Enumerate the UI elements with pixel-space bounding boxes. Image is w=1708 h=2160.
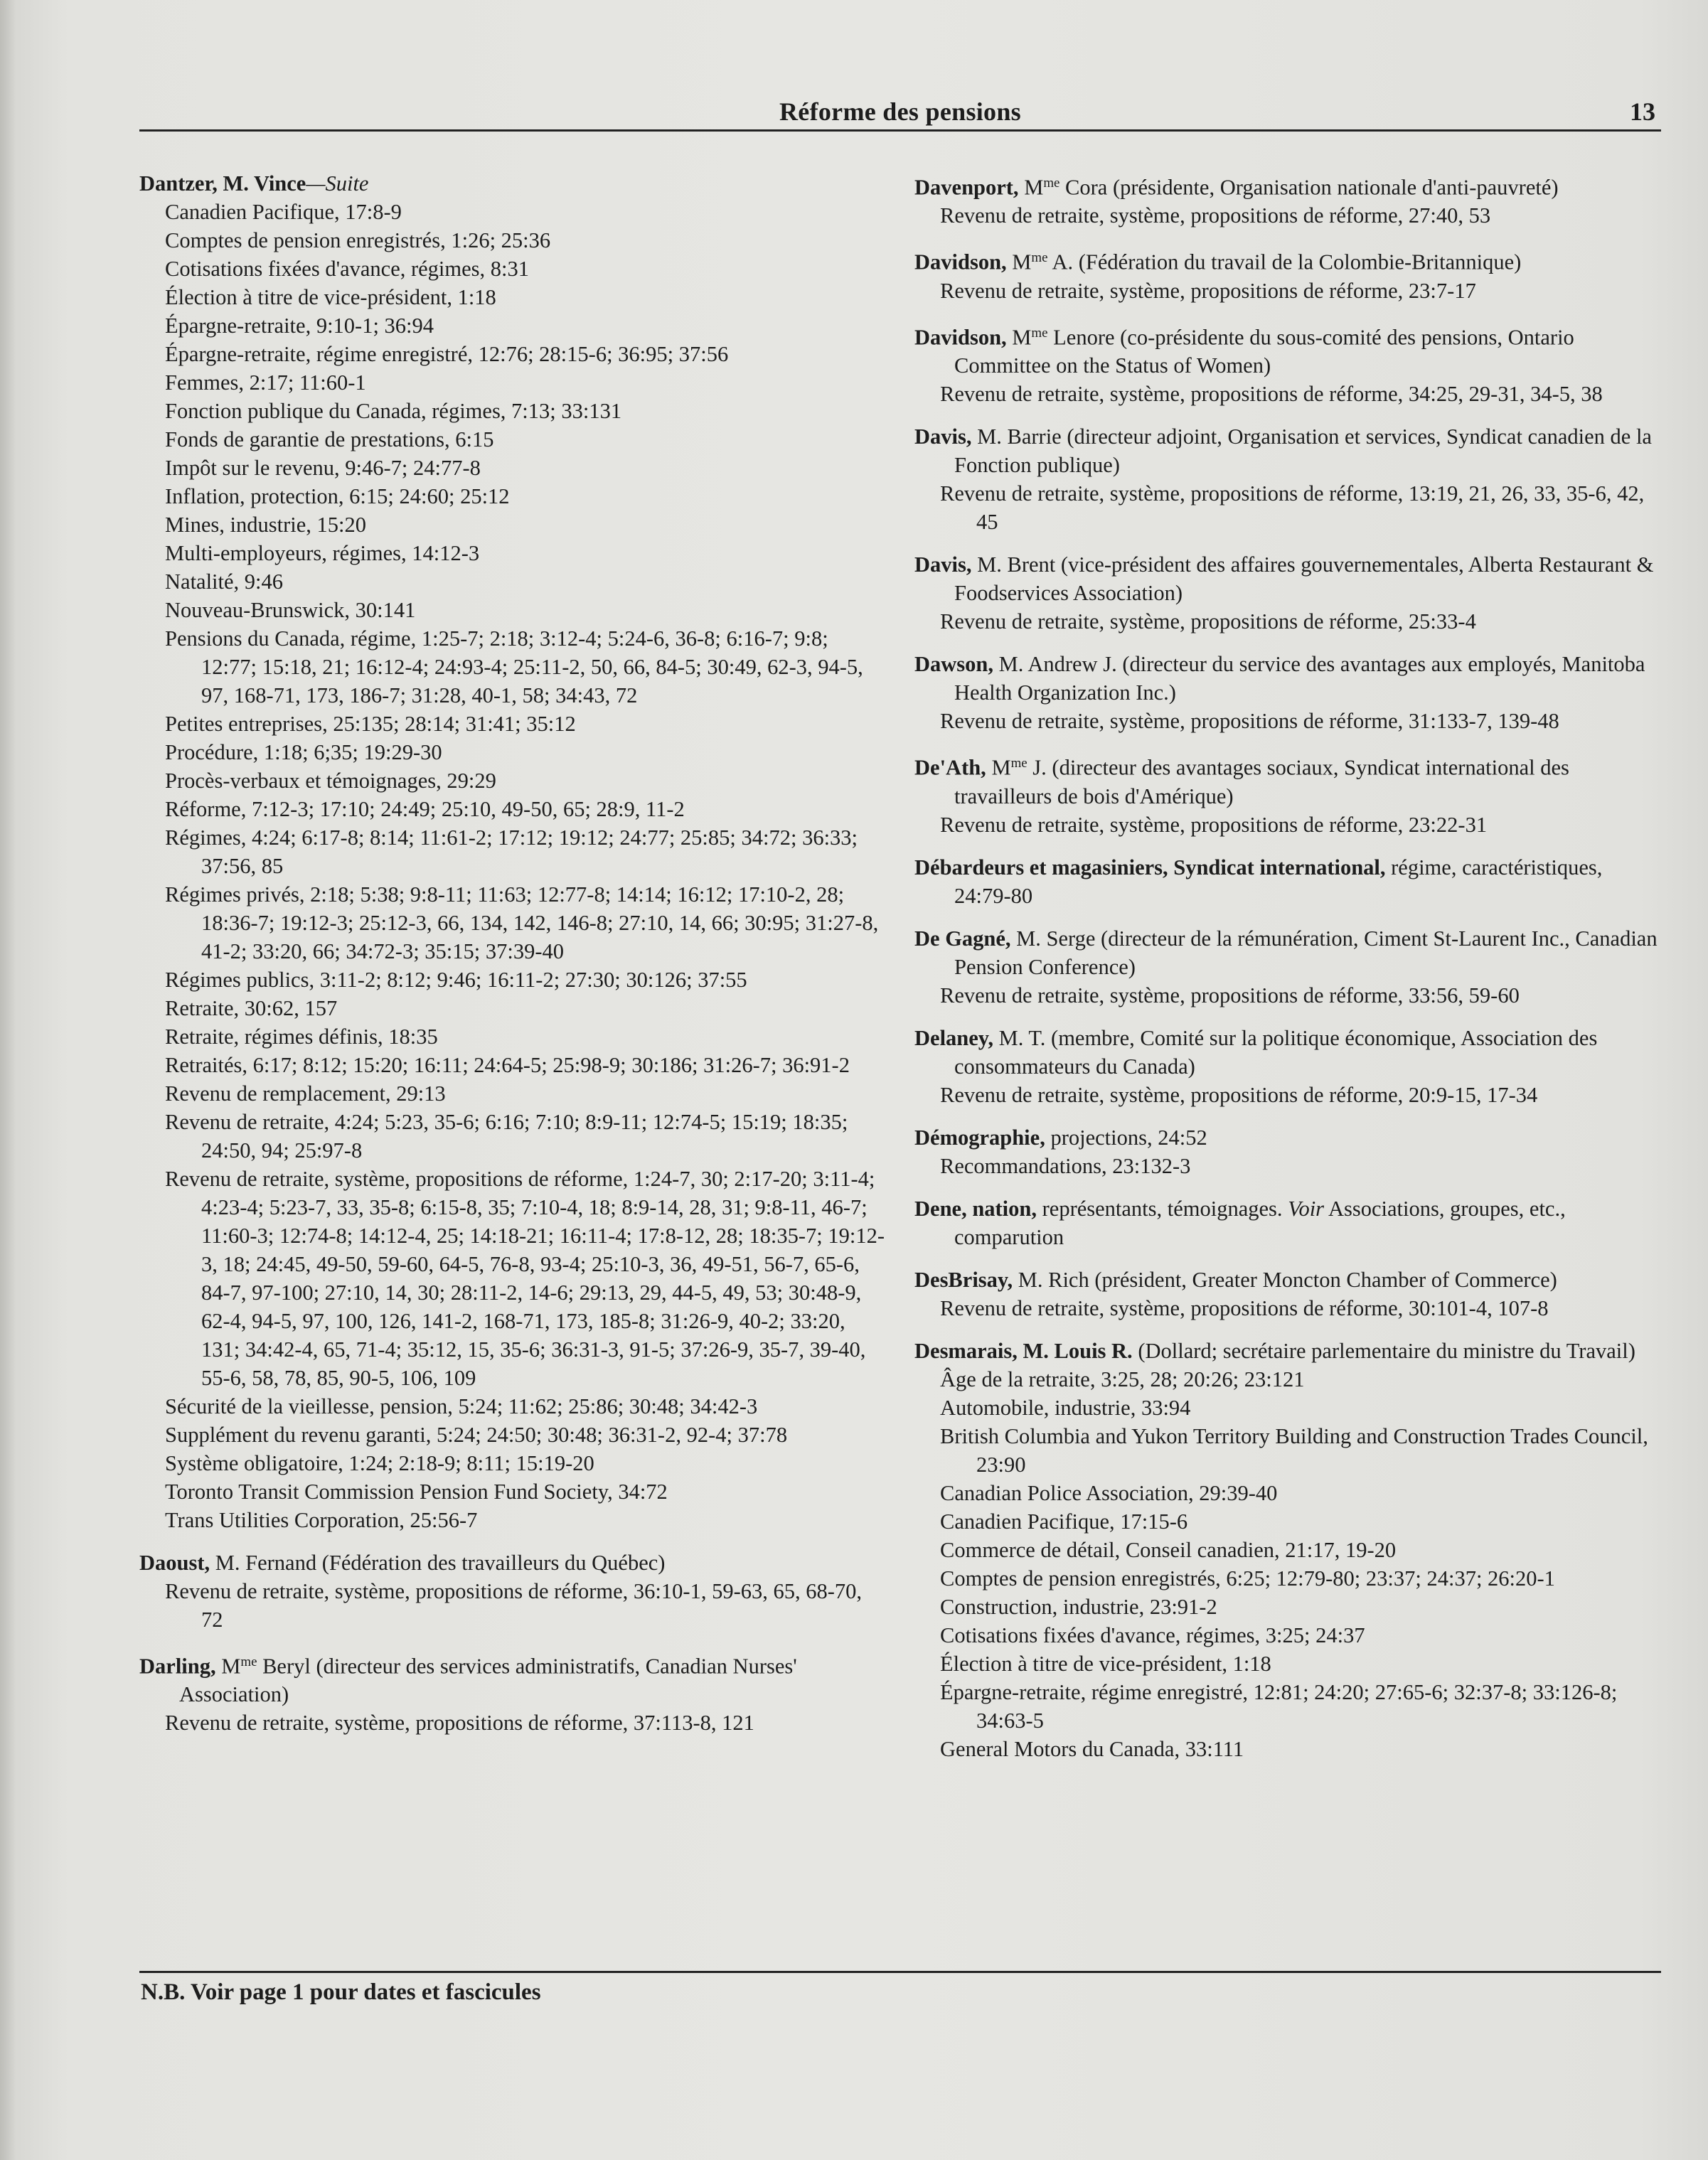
index-entry <box>914 924 1661 1010</box>
index-entry <box>914 1337 1661 1763</box>
entry-heading <box>914 650 1661 707</box>
sub-entry: Revenu de retraite, système, propositions de réforme, 31:133-7, 139-48 <box>940 709 1559 734</box>
entry-name: Dawson, <box>914 652 994 677</box>
sub-entry: Construction, industrie, 23:91-2 <box>940 1594 1217 1619</box>
bottom-rule <box>139 1971 1661 1973</box>
sub-entry: Revenu de retraite, système, propositions de réforme, 25:33-4 <box>940 609 1476 634</box>
entry-description: M. Brent (vice-président des affaires gouvernementales, Alberta Restaurant & Foodservices Association) <box>954 552 1654 606</box>
sub-entry: Multi-employeurs, régimes, 14:12-3 <box>165 541 480 565</box>
entry-description: Cora (présidente, Organisation nationale d'anti-pauvreté) <box>1060 175 1559 200</box>
entry-name: Davis, <box>914 552 972 577</box>
entry-name: Débardeurs et magasiniers, Syndicat international, <box>914 855 1386 879</box>
page-number: 13 <box>1630 97 1655 126</box>
sub-entry: Pensions du Canada, régime, 1:25-7; 2:18; 3:12-4; 5:24-6, 36-8; 6:16-7; 9:8; 12:77; 15:18, 21; 16:12-4; 24:93-4; 25:11-2, 50, 66, 84-5; 30:49, 62-3, 94-5, 97, 168-71, 173, 186-7; 31:28, 40-1, 58; 34:43, 72 <box>165 626 863 707</box>
sub-entry: Toronto Transit Commission Pension Fund Society, 34:72 <box>165 1480 668 1504</box>
index-entry <box>914 749 1661 838</box>
sub-entry: Nouveau-Brunswick, 30:141 <box>165 598 416 622</box>
entry-heading: Darling, $M^{me}$ Beryl (directeur des services administratifs, Canadian Nurses' Association) <box>139 1654 797 1707</box>
sub-entry: Canadien Pacifique, 17:8-9 <box>165 200 402 224</box>
entry-name: Darling, <box>139 1654 216 1679</box>
sub-entry: Revenu de retraite, système, propositions de réforme, 13:19, 21, 26, 33, 35-6, 42, 45 <box>940 481 1645 535</box>
sub-entry: Commerce de détail, Conseil canadien, 21:17, 19-20 <box>940 1537 1397 1562</box>
entry-description: Lenore (co-présidente du sous-comité des pensions, Ontario Committee on the Status of Women) <box>954 325 1574 378</box>
sub-entry: Revenu de retraite, système, propositions de réforme, 27:40, 53 <box>940 203 1491 228</box>
entry-heading <box>914 422 1661 479</box>
entry-description-continued: Associations, groupes, etc., comparution <box>954 1196 1566 1249</box>
entry-description: M. Barrie (directeur adjoint, Organisation et services, Syndicat canadien de la Fonction publique) <box>954 424 1652 478</box>
sub-entry: Canadien Pacifique, 17:15-6 <box>940 1509 1188 1534</box>
entry-heading <box>914 924 1661 981</box>
entry-description: (Dollard; secrétaire parlementaire du ministre du Travail) <box>1132 1338 1635 1363</box>
binding-edge-shadow <box>0 0 16 2160</box>
sub-entry: Revenu de retraite, système, propositions de réforme, 37:113-8, 121 <box>165 1711 754 1736</box>
index-entry <box>914 1194 1661 1251</box>
sub-entry: Natalité, 9:46 <box>165 570 284 594</box>
sub-entry: Régimes privés, 2:18; 5:38; 9:8-11; 11:63; 12:77-8; 14:14; 16:12; 17:10-2, 28; 18:36-7; 19:12-3; 25:12-3, 66, 134, 142, 146-8; 27:10, 14, 66; 30:95; 31:27-8, 41-2; 33:20, 66; 34:72-3; 35:15; 37:39-40 <box>165 882 879 963</box>
entry-name: Daoust, <box>139 1551 210 1575</box>
sub-entry: Impôt sur le revenu, 9:46-7; 24:77-8 <box>165 456 481 480</box>
entry-name: Dantzer, M. Vince <box>139 171 306 196</box>
cross-reference: Voir <box>1288 1196 1325 1221</box>
sub-entry: Retraite, 30:62, 157 <box>165 996 338 1020</box>
entry-heading <box>914 550 1661 607</box>
sub-entry: Procédure, 1:18; 6;35; 19:29-30 <box>165 740 442 764</box>
entry-heading: Davidson, $M^{me}$ Lenore (co-présidente du sous-comité des pensions, Ontario Committee on the Status of Women) <box>914 325 1574 378</box>
running-header <box>139 92 1661 132</box>
sub-entry: Revenu de retraite, système, propositions de réforme, 20:9-15, 17-34 <box>940 1082 1538 1107</box>
header-title: Réforme des pensions <box>779 97 1021 126</box>
sub-entry: Revenu de retraite, 4:24; 5:23, 35-6; 6:16; 7:10; 8:9-11; 12:74-5; 15:19; 18:35; 24:50, 94; 25:97-8 <box>165 1110 848 1162</box>
sub-entry: Revenu de retraite, système, propositions de réforme, 1:24-7, 30; 2:17-20; 3:11-4; 4:23-4; 5:23-7, 33, 35-8; 6:15-8, 35; 7:10-4, 18; 8:9-14, 28, 31; 9:8-11, 46-7; 11:60-3; 12:74-8; 14:12-4, 25; 14:18-21; 16:11-4; 17:8-12, 28; 18:35-7; 19:12-3, 18; 24:45, 49-50, 59-60, 64-5, 76-8, 93-4; 25:10-3, 36, 49-51, 56-7, 65-6, 84-7, 97-100; 27:10, 14, 30; 28:11-2, 14-6; 29:13, 29, 44-5, 49, 53; 30:48-9, 62-4, 94-5, 97, 100, 126, 141-2, 168-71, 173, 185-8; 31:26-9, 40-2; 33:20, 131; 34:42-4, 65, 71-4; 35:12, 15, 35-6; 36:31-3, 91-5; 37:26-9, 35-7, 39-40, 55-6, 58, 78, 85, 90-5, 106, 109 <box>165 1167 885 1390</box>
index-entry <box>914 550 1661 636</box>
entry-description: M. T. (membre, Comité sur la politique économique, Association des consommateurs du Canada) <box>954 1025 1598 1079</box>
entry-name: DesBrisay, <box>914 1267 1013 1292</box>
index-entry <box>139 169 886 1534</box>
entry-description: M. Andrew J. (directeur du service des avantages aux employés, Manitoba Health Organization Inc.) <box>954 652 1645 705</box>
entry-suite: —Suite <box>306 171 369 196</box>
index-column-right <box>914 169 1661 1777</box>
sub-entry: Retraités, 6:17; 8:12; 15:20; 16:11; 24:64-5; 25:98-9; 30:186; 31:26-7; 36:91-2 <box>165 1053 850 1077</box>
footer-note: N.B. Voir page 1 pour dates et fascicules <box>141 1979 541 2005</box>
sub-entry: Régimes publics, 3:11-2; 8:12; 9:46; 16:11-2; 27:30; 30:126; 37:55 <box>165 968 747 992</box>
entry-description: régime, caractéristiques, 24:79-80 <box>954 855 1603 908</box>
sub-entry: Cotisations fixées d'avance, régimes, 3:25; 24:37 <box>940 1622 1365 1647</box>
entry-description: Beryl (directeur des services administratifs, Canadian Nurses' Association) <box>179 1654 797 1707</box>
entry-description: projections, 24:52 <box>1045 1125 1207 1150</box>
sub-entry: Fonction publique du Canada, régimes, 7:13; 33:131 <box>165 399 622 423</box>
index-entry <box>914 244 1661 304</box>
sub-entry: Revenu de retraite, système, propositions de réforme, 34:25, 29-31, 34-5, 38 <box>940 382 1603 407</box>
index-entry <box>914 319 1661 408</box>
entry-name: De'Ath, <box>914 755 986 780</box>
index-entry <box>914 1123 1661 1180</box>
sub-entry: Recommandations, 23:132-3 <box>940 1153 1191 1178</box>
sub-entry: Canadian Police Association, 29:39-40 <box>940 1480 1278 1505</box>
honorific-superscript: me <box>1031 325 1048 341</box>
sub-entry: Revenu de retraite, système, propositions de réforme, 23:7-17 <box>940 278 1476 303</box>
sub-entry: British Columbia and Yukon Territory Building and Construction Trades Council, 23:90 <box>940 1423 1648 1477</box>
sub-entry: Inflation, protection, 6:15; 24:60; 25:12 <box>165 484 510 508</box>
entry-heading <box>914 1194 1661 1251</box>
index-entry <box>139 1549 886 1634</box>
sub-entry: Fonds de garantie de prestations, 6:15 <box>165 427 494 451</box>
sub-entry: Automobile, industrie, 33:94 <box>940 1395 1191 1420</box>
sub-entry: Élection à titre de vice-président, 1:18 <box>165 285 496 309</box>
entry-description: M. Serge (directeur de la rémunération, Ciment St-Laurent Inc., Canadian Pension Conference) <box>954 926 1658 979</box>
sub-entry: Cotisations fixées d'avance, régimes, 8:31 <box>165 257 530 281</box>
entry-description: M. Fernand (Fédération des travailleurs du Québec) <box>210 1551 666 1575</box>
entry-heading <box>914 1266 1661 1294</box>
index-entry <box>914 1024 1661 1109</box>
sub-entry: Élection à titre de vice-président, 1:18 <box>940 1651 1271 1676</box>
index-entry <box>914 422 1661 536</box>
sub-entry: Revenu de retraite, système, propositions de réforme, 33:56, 59-60 <box>940 983 1520 1007</box>
sub-entry: Épargne-retraite, régime enregistré, 12:76; 28:15-6; 36:95; 37:56 <box>165 342 729 366</box>
entry-description: représentants, témoignages. <box>1037 1196 1283 1221</box>
entry-name: Davis, <box>914 424 972 449</box>
sub-entry: Sécurité de la vieillesse, pension, 5:24; 11:62; 25:86; 30:48; 34:42-3 <box>165 1394 758 1418</box>
entry-name: Delaney, <box>914 1025 993 1050</box>
sub-entry: Trans Utilities Corporation, 25:56-7 <box>165 1508 478 1532</box>
entry-heading: De'Ath, $M^{me}$ J. (directeur des avantages sociaux, Syndicat international des travailleurs de bois d'Amérique) <box>914 755 1569 808</box>
sub-entry: Femmes, 2:17; 11:60-1 <box>165 370 366 395</box>
entry-name: Davenport, <box>914 175 1019 200</box>
sub-entry: Réforme, 7:12-3; 17:10; 24:49; 25:10, 49-50, 65; 28:9, 11-2 <box>165 797 685 821</box>
sub-entry: Épargne-retraite, 9:10-1; 36:94 <box>165 314 434 338</box>
sub-entry: Comptes de pension enregistrés, 1:26; 25:36 <box>165 228 551 252</box>
entry-description: J. (directeur des avantages sociaux, Syndicat international des travailleurs de bois d'Amérique) <box>954 755 1569 808</box>
entry-heading <box>914 1123 1661 1152</box>
entry-description: M. Rich (président, Greater Moncton Chamber of Commerce) <box>1013 1267 1557 1292</box>
entry-heading: Davenport, $M^{me}$ Cora (présidente, Organisation nationale d'anti-pauvreté) <box>914 175 1559 200</box>
entry-heading: Davidson, $M^{me}$ A. (Fédération du travail de la Colombie-Britannique) <box>914 250 1522 274</box>
sub-entry: Petites entreprises, 25:135; 28:14; 31:41; 35:12 <box>165 712 576 736</box>
entry-heading <box>914 1024 1661 1081</box>
index-entry <box>914 169 1661 230</box>
entry-name: Desmarais, M. Louis R. <box>914 1338 1133 1363</box>
sub-entry: Revenu de retraite, système, propositions de réforme, 30:101-4, 107-8 <box>940 1295 1549 1320</box>
entry-heading <box>139 1549 886 1577</box>
entry-name: Démographie, <box>914 1125 1045 1150</box>
honorific-superscript: me <box>1043 176 1060 191</box>
sub-entry: Revenu de remplacement, 29:13 <box>165 1081 446 1106</box>
entry-name: De Gagné, <box>914 926 1011 951</box>
sub-entry: Épargne-retraite, régime enregistré, 12:81; 24:20; 27:65-6; 32:37-8; 33:126-8; 34:63-5 <box>940 1679 1618 1733</box>
honorific-superscript: me <box>1031 250 1048 266</box>
entry-heading <box>139 169 886 198</box>
sub-entry: Revenu de retraite, système, propositions de réforme, 23:22-31 <box>940 812 1488 837</box>
sub-entry: Système obligatoire, 1:24; 2:18-9; 8:11; 15:19-20 <box>165 1451 594 1475</box>
sub-entry: Supplément du revenu garanti, 5:24; 24:50; 30:48; 36:31-2, 92-4; 37:78 <box>165 1423 788 1447</box>
index-entry <box>139 1648 886 1737</box>
sub-entry: Âge de la retraite, 3:25, 28; 20:26; 23:121 <box>940 1367 1305 1391</box>
entry-name: Dene, nation, <box>914 1196 1037 1221</box>
entry-name: Davidson, <box>914 250 1007 274</box>
entry-heading <box>914 853 1661 910</box>
sub-entry: Retraite, régimes définis, 18:35 <box>165 1025 438 1049</box>
sub-entry: Revenu de retraite, système, propositions de réforme, 36:10-1, 59-63, 65, 68-70, 72 <box>165 1579 863 1632</box>
entry-heading <box>914 1337 1661 1365</box>
index-column-left <box>139 169 886 1751</box>
index-entry <box>914 853 1661 910</box>
sub-entry: General Motors du Canada, 33:111 <box>940 1736 1244 1761</box>
sub-entry: Mines, industrie, 15:20 <box>165 513 366 537</box>
sub-entry: Procès-verbaux et témoignages, 29:29 <box>165 769 496 793</box>
entry-description: A. (Fédération du travail de la Colombie-Britannique) <box>1047 250 1522 274</box>
honorific-superscript: me <box>1010 756 1028 771</box>
index-entry <box>914 650 1661 735</box>
sub-entry: Régimes, 4:24; 6:17-8; 8:14; 11:61-2; 17:12; 19:12; 24:77; 25:85; 34:72; 36:33; 37:56, 85 <box>165 825 858 878</box>
index-entry <box>914 1266 1661 1322</box>
honorific-superscript: me <box>240 1654 257 1669</box>
entry-name: Davidson, <box>914 325 1007 350</box>
sub-entry: Comptes de pension enregistrés, 6:25; 12:79-80; 23:37; 24:37; 26:20-1 <box>940 1566 1555 1590</box>
